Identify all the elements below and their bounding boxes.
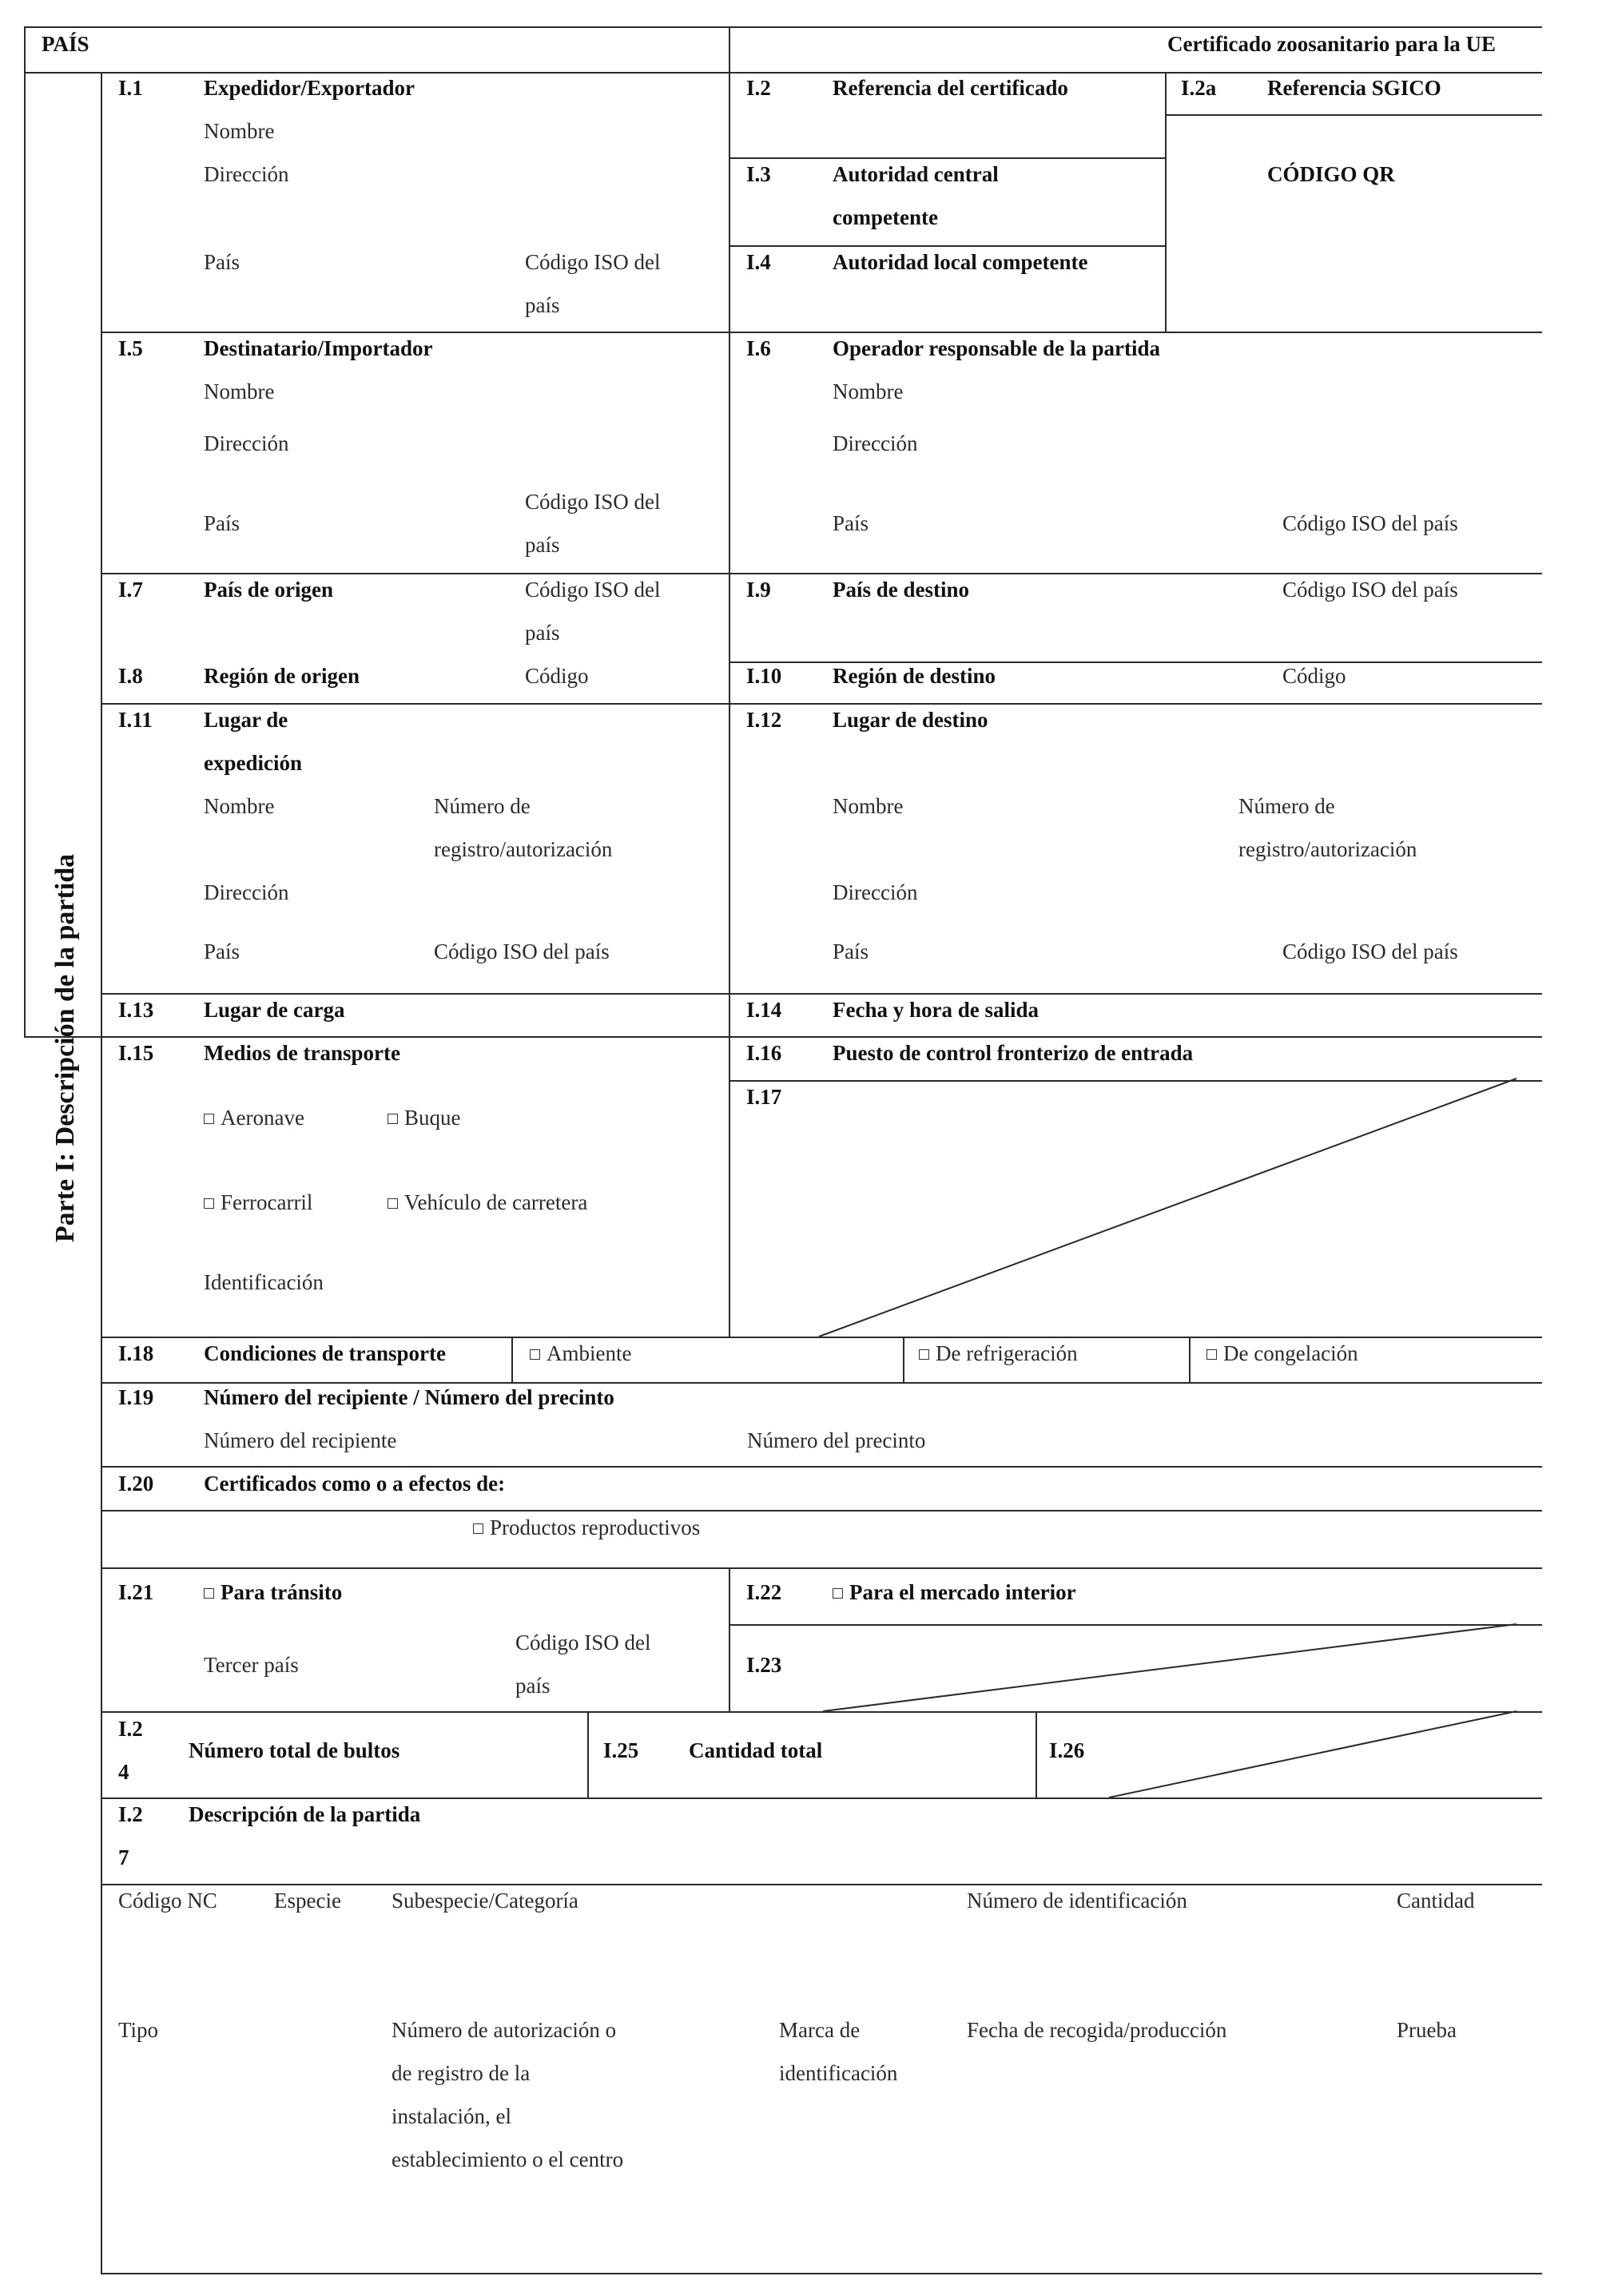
checkbox-icon — [204, 1588, 214, 1599]
checkbox-reproductive-products[interactable] — [473, 1506, 700, 1549]
checkbox-label: Aeronave — [221, 1106, 304, 1130]
field-label: Número total de bultos — [189, 1738, 400, 1762]
checkbox-icon — [204, 1198, 214, 1209]
field-sublabel: país — [525, 533, 560, 557]
checkbox-label: Ambiente — [547, 1341, 632, 1365]
field-sublabel: Identificación — [204, 1270, 324, 1294]
field-sublabel: País — [204, 250, 240, 274]
field-num: I.16 — [746, 1041, 782, 1065]
field-sublabel: Dirección — [204, 431, 289, 455]
field-label: Lugar de — [204, 708, 288, 732]
field-sublabel: Tercer país — [204, 1653, 299, 1677]
field-label: Número del recipiente / Número del precinto — [204, 1385, 614, 1409]
column-header: Especie — [274, 1889, 341, 1913]
field-sublabel: Dirección — [833, 880, 918, 904]
field-num: I.1 — [118, 76, 143, 100]
field-label: Referencia SGICO — [1267, 76, 1441, 100]
field-label: País de origen — [204, 578, 333, 602]
field-sublabel: Dirección — [204, 880, 289, 904]
field-sublabel: País — [833, 939, 869, 963]
column-header: identificación — [779, 2061, 898, 2085]
checkbox-icon — [530, 1349, 540, 1360]
field-sublabel: Número de — [1238, 794, 1335, 818]
field-label: Lugar de destino — [833, 708, 988, 732]
field-sublabel: Código ISO del país — [434, 939, 610, 963]
field-num: I.7 — [118, 578, 143, 602]
checkbox-frozen[interactable] — [1206, 1332, 1358, 1375]
field-sublabel: Código ISO del país — [1282, 939, 1458, 963]
column-header: Subespecie/Categoría — [392, 1889, 578, 1913]
checkbox-icon — [388, 1198, 398, 1209]
field-sublabel: País — [204, 511, 240, 535]
field-sublabel: Nombre — [833, 794, 904, 818]
field-num: I.2 — [118, 1717, 143, 1741]
field-sublabel: Nombre — [204, 119, 275, 143]
column-header: Marca de — [779, 2018, 861, 2042]
field-sublabel: país — [525, 293, 560, 317]
checkbox-rail[interactable] — [204, 1181, 312, 1224]
field-label: Región de origen — [204, 664, 360, 688]
field-sublabel: Código — [525, 664, 589, 688]
column-header: establecimiento o el centro — [392, 2147, 624, 2171]
field-sublabel: Número del recipiente — [204, 1428, 397, 1452]
checkbox-label: Para tránsito — [221, 1580, 343, 1604]
field-num: I.14 — [746, 998, 782, 1022]
field-sublabel: Nombre — [204, 379, 275, 403]
field-sublabel: Nombre — [204, 794, 275, 818]
checkbox-road-vehicle[interactable] — [388, 1181, 587, 1224]
field-num: 7 — [118, 1845, 129, 1869]
column-header: Código NC — [118, 1889, 217, 1913]
field-label: Región de destino — [833, 664, 996, 688]
field-num: I.3 — [746, 162, 771, 186]
checkbox-refrigerated[interactable] — [919, 1332, 1078, 1375]
field-label: Condiciones de transporte — [204, 1341, 446, 1365]
field-num: I.10 — [746, 664, 782, 688]
strike-i23 — [823, 1624, 1517, 1711]
field-sublabel: Número del precinto — [747, 1428, 926, 1452]
field-num: I.26 — [1049, 1738, 1085, 1762]
field-sublabel: País — [204, 939, 240, 963]
checkbox-label: Buque — [404, 1106, 461, 1130]
field-sublabel: registro/autorización — [434, 837, 613, 861]
column-header: Cantidad — [1397, 1889, 1475, 1913]
field-num: I.20 — [118, 1472, 154, 1496]
field-label: Medios de transporte — [204, 1041, 400, 1065]
checkbox-label: De refrigeración — [936, 1341, 1078, 1365]
field-sublabel: Código — [1282, 664, 1346, 688]
field-num: I.2a — [1181, 76, 1217, 100]
field-num: I.5 — [118, 336, 143, 360]
checkbox-ship[interactable] — [388, 1096, 461, 1139]
field-label: competente — [833, 205, 938, 229]
field-label: País de destino — [833, 578, 970, 602]
field-num: I.21 — [118, 1580, 154, 1604]
field-num: I.8 — [118, 664, 143, 688]
field-sublabel: Nombre — [833, 379, 904, 403]
field-num: I.4 — [746, 250, 771, 274]
checkbox-label: Para el mercado interior — [849, 1580, 1076, 1604]
checkbox-label: De congelación — [1223, 1341, 1358, 1365]
field-num: I.22 — [746, 1580, 782, 1604]
column-header: Número de autorización o — [392, 2018, 617, 2042]
field-label: Descripción de la partida — [189, 1802, 421, 1826]
field-label: Lugar de carga — [204, 998, 345, 1022]
field-label: Cantidad total — [689, 1738, 823, 1762]
column-header: Prueba — [1397, 2018, 1457, 2042]
field-num: I.12 — [746, 708, 782, 732]
field-sublabel: Código ISO del país — [1282, 511, 1458, 535]
field-label: Referencia del certificado — [833, 76, 1068, 100]
qr-code-placeholder: CÓDIGO QR — [1267, 162, 1395, 186]
field-label: Autoridad central — [833, 162, 999, 186]
field-num: I.11 — [118, 708, 153, 732]
field-num: I.6 — [746, 336, 771, 360]
field-label: Destinatario/Importador — [204, 336, 433, 360]
header-country: PAÍS — [42, 32, 89, 56]
header-title: Certificado zoosanitario para la UE — [1167, 32, 1496, 56]
checkbox-icon — [833, 1588, 843, 1599]
checkbox-ambient[interactable] — [530, 1332, 631, 1375]
field-num: I.2 — [746, 76, 771, 100]
column-header: Fecha de recogida/producción — [967, 2018, 1227, 2042]
field-num: I.15 — [118, 1041, 154, 1065]
field-sublabel: País — [833, 511, 869, 535]
field-sublabel: Código ISO del — [525, 490, 661, 514]
checkbox-icon — [473, 1523, 483, 1534]
checkbox-icon — [388, 1114, 398, 1124]
field-num: I.2 — [118, 1802, 143, 1826]
part-one-side-label: Parte I: Descripción de la partida — [50, 853, 80, 1243]
field-sublabel: país — [515, 1674, 551, 1698]
field-sublabel: Código ISO del — [515, 1631, 651, 1654]
field-sublabel: Código ISO del — [525, 578, 661, 602]
field-sublabel: Código ISO del país — [1282, 578, 1458, 602]
field-sublabel: Dirección — [833, 431, 918, 455]
field-num: I.17 — [746, 1085, 782, 1109]
checkbox-label: Productos reproductivos — [490, 1515, 701, 1539]
checkbox-label: Vehículo de carretera — [404, 1190, 588, 1214]
field-num: I.13 — [118, 998, 154, 1022]
checkbox-aircraft[interactable] — [204, 1096, 304, 1139]
field-num: I.9 — [746, 578, 771, 602]
field-label: Certificados como o a efectos de: — [204, 1472, 506, 1496]
field-label: Puesto de control fronterizo de entrada — [833, 1041, 1194, 1065]
field-sublabel: Dirección — [204, 162, 289, 186]
field-label: Operador responsable de la partida — [833, 336, 1161, 360]
strike-i26 — [1109, 1711, 1517, 1797]
checkbox-label: Ferrocarril — [221, 1190, 313, 1214]
column-header: Número de identificación — [967, 1889, 1187, 1913]
checkbox-icon — [1206, 1349, 1217, 1360]
field-label: Expedidor/Exportador — [204, 76, 415, 100]
field-label: Autoridad local competente — [833, 250, 1088, 274]
field-num: I.23 — [746, 1653, 782, 1677]
field-num: 4 — [118, 1760, 129, 1784]
column-header: de registro de la — [392, 2061, 531, 2085]
column-header: instalación, el — [392, 2104, 511, 2128]
field-num: I.18 — [118, 1341, 154, 1365]
field-num: I.19 — [118, 1385, 154, 1409]
field-sublabel: Número de — [434, 794, 531, 818]
field-num: I.25 — [603, 1738, 639, 1762]
field-sublabel: país — [525, 621, 560, 645]
field-label: expedición — [204, 751, 303, 775]
checkbox-icon — [204, 1114, 214, 1124]
field-sublabel: registro/autorización — [1238, 837, 1417, 861]
column-header: Tipo — [118, 2018, 159, 2042]
field-label: Fecha y hora de salida — [833, 998, 1039, 1022]
checkbox-icon — [919, 1349, 929, 1360]
checkbox-internal-market[interactable] — [833, 1571, 1076, 1614]
strike-i17 — [819, 1078, 1517, 1337]
field-sublabel: Código ISO del — [525, 250, 661, 274]
checkbox-transit[interactable] — [204, 1571, 342, 1614]
